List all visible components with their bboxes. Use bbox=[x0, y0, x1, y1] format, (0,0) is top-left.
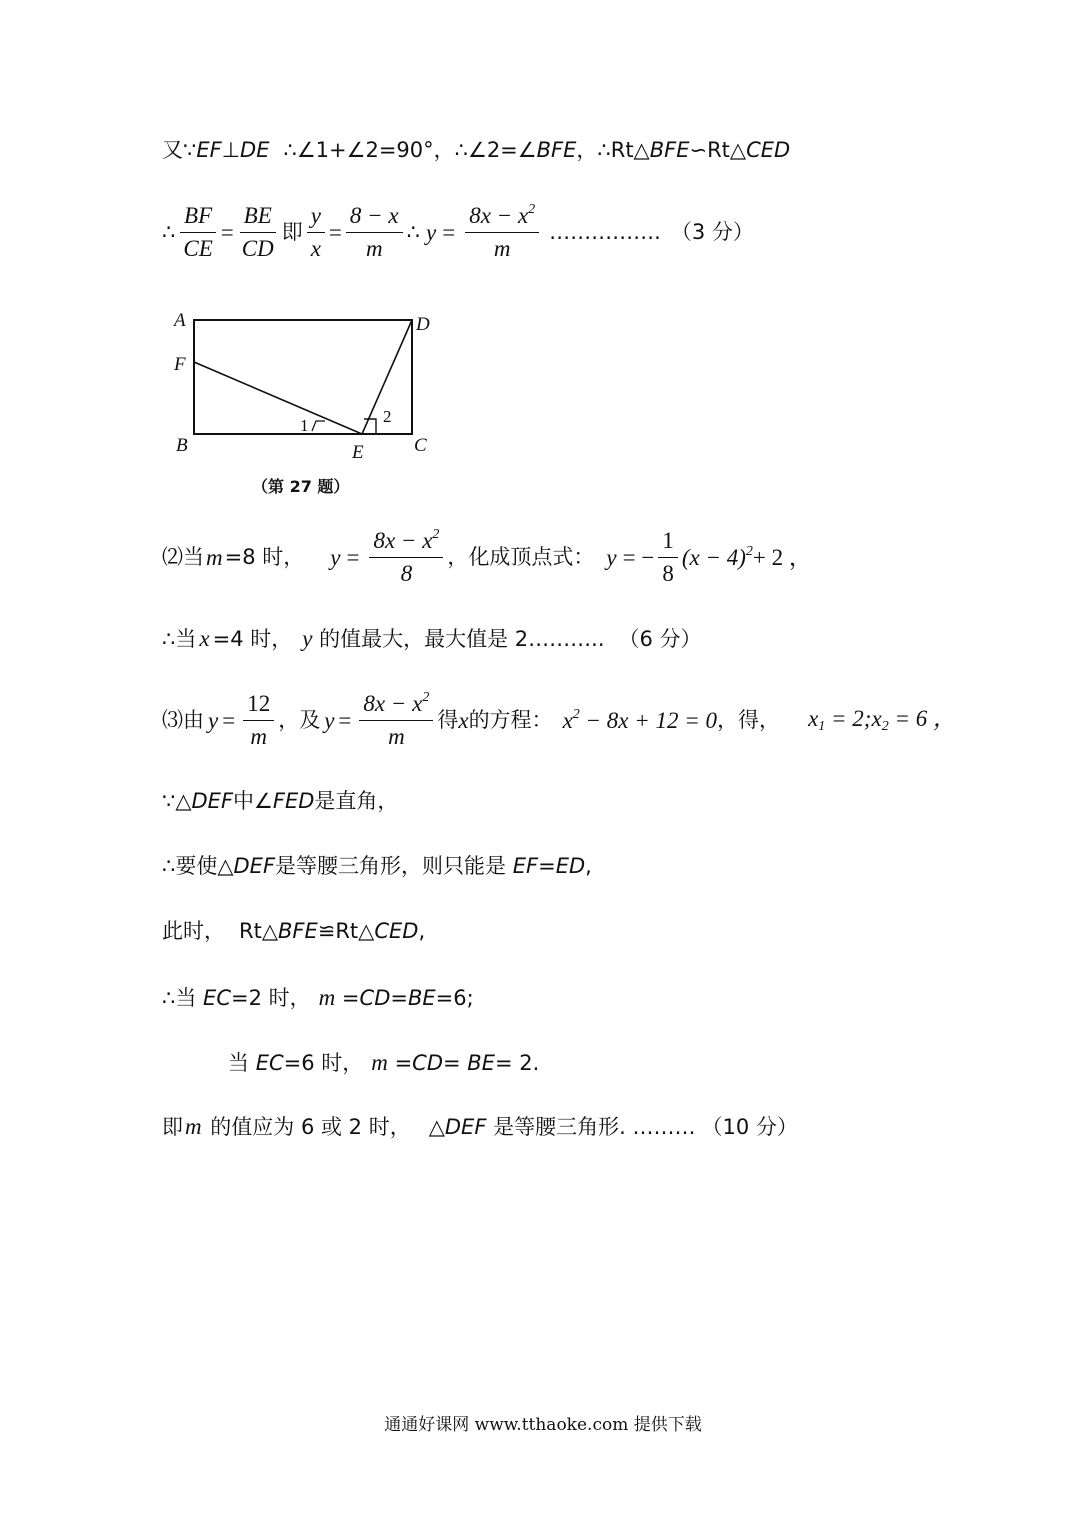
fraction-1-8: $\frac{1}{8}$ bbox=[658, 528, 678, 588]
right-angle-mark-efd bbox=[312, 421, 325, 431]
fraction-8-x-m: $\frac{8 - x}{m}$ bbox=[346, 203, 403, 263]
proof-line-6: ∵△DEF中∠FED是直角， bbox=[162, 789, 399, 813]
label-e: E bbox=[352, 442, 364, 463]
label-d: D bbox=[416, 314, 430, 335]
proof-line-7: ∴要使△DEF是等腰三角形，则只能是 EF=ED, bbox=[162, 854, 592, 878]
fraction-8x-x2-m: $\frac{8x - x^2}{m}$ bbox=[465, 202, 539, 263]
figure-caption: （第 27 题） bbox=[252, 477, 350, 496]
segment-fe bbox=[194, 362, 362, 434]
label-a: A bbox=[174, 310, 186, 331]
fraction-y-x: $\frac{y}{x}$ bbox=[307, 203, 325, 263]
label-c: C bbox=[414, 435, 427, 456]
fraction-bf-ce: $\frac{BF}{CE}$ bbox=[179, 203, 216, 263]
label-angle-2: 2 bbox=[383, 407, 392, 426]
proof-line-5: ⑶由 y = $\frac{12}{m}$ ，及 y = $\frac{8x - x^2}{m}$ 得 x 的方程： $x^2 - 8x + 12 = 0$ ，得， $x_1$ = $2;x_2 = 6$ ， bbox=[162, 690, 956, 750]
proof-line-11: 即m 的值应为 6 或 2 时， △DEF 是等腰三角形. ……… （10 分） bbox=[162, 1114, 798, 1139]
label-angle-1: 1 bbox=[300, 416, 309, 435]
fraction-12-m: $\frac{12}{m}$ bbox=[243, 691, 274, 751]
label-b: B bbox=[176, 435, 188, 456]
proof-line-10: 当 EC=6 时， m =CD= BE= 2. bbox=[228, 1050, 540, 1075]
fraction-8x-x2-8: $\frac{8x - x^2}{8}$ bbox=[369, 527, 443, 588]
proof-line-3: ⑵当 m =8 时， y = $\frac{8x - x^2}{8}$ ，化成顶点式： y = − $\frac{1}{8}$ $(x - 4)^2$ + 2 ， bbox=[162, 527, 812, 587]
label-f: F bbox=[174, 354, 186, 375]
geometry-figure bbox=[160, 300, 460, 500]
proof-line-8: 此时， Rt△BFE≌Rt△CED, bbox=[162, 919, 426, 943]
fraction-8x-x2-m-2: $\frac{8x - x^2}{m}$ bbox=[359, 690, 433, 751]
page-footer: 通通好课网 www.tthaoke.com 提供下载 bbox=[384, 1415, 702, 1435]
proof-line-9: ∴当 EC=2 时， m =CD=BE=6; bbox=[162, 985, 474, 1010]
proof-line-4: ∴当 x =4 时， y 的值最大，最大值是 2……….. （6 分） bbox=[162, 626, 702, 651]
proof-line-2: ∴ $\frac{BF}{CE}$ = $\frac{BE}{CD}$ 即 $\frac{y}{x}$ = $\frac{8 - x}{m}$ ∴ y = $\frac{8x - x^2}{m}$ ……………. （3 分） bbox=[162, 202, 754, 262]
proof-line-1: 又∵EF⊥DE ∴∠1+∠2=90°，∴∠2=∠BFE，∴Rt△BFE∽Rt△CED bbox=[162, 138, 791, 162]
fraction-be-cd: $\frac{BE}{CD}$ bbox=[238, 203, 278, 263]
